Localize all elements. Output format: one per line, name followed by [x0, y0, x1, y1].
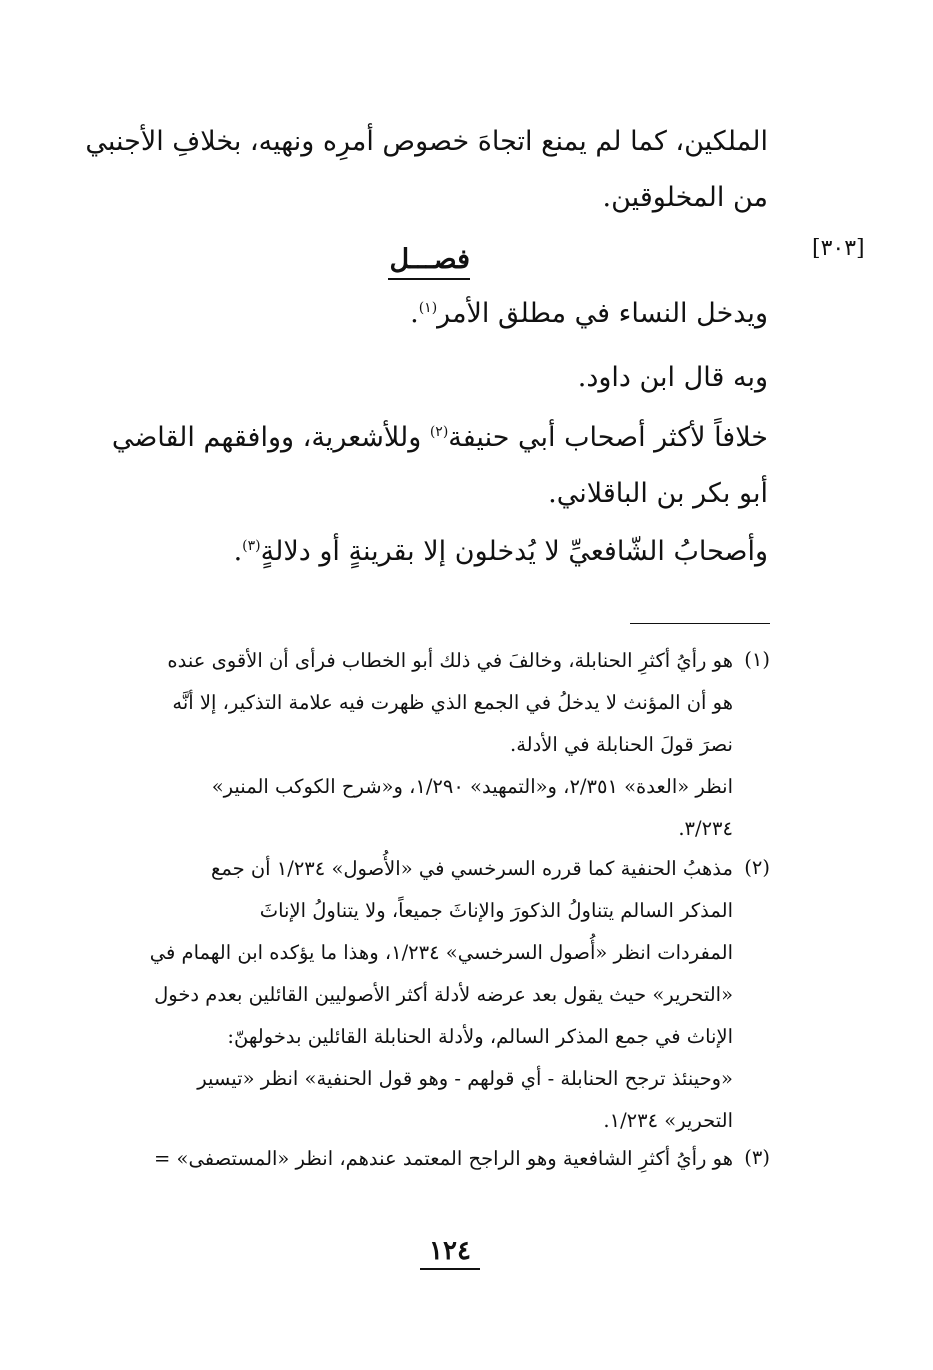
footnote-1-line: ٣/٢٣٤.: [678, 817, 733, 840]
paragraph-3-text-a: خلافاً لأكثر أصحاب أبي حنيفة: [448, 422, 768, 453]
paragraph-3-line-2: أبو بكر بن الباقلاني.: [548, 478, 768, 509]
section-heading: فصـــل: [389, 244, 470, 275]
page-number-underline: [420, 1268, 480, 1270]
paragraph-3-line-1: [88, 422, 768, 453]
footnote-1-number: (١): [744, 648, 770, 671]
footnote-2-line: المذكر السالم يتناولُ الذكورَ والإناثَ جميعاً، ولا يتناولُ الإناثَ: [259, 899, 733, 922]
footnote-ref-2: (٢): [429, 424, 449, 440]
footnote-3-line: هو رأيُ أكثرِ الشافعية وهو الراجح المعتمد عندهم، انظر «المستصفى» =: [154, 1147, 733, 1170]
intro-line-1: الملكين، كما لم يمنع اتجاهَ خصوص أمرِه ونهيه، بخلافِ الأجنبي: [85, 126, 768, 157]
footnote-1-line: نصرَ قولَ الحنابلة في الأدلة.: [510, 733, 733, 756]
paragraph-4-end: .: [233, 536, 243, 567]
paragraph-4-text: وأصحابُ الشّافعيِّ لا يُدخلون إلا بقرينةٍ أو دلالةٍ: [260, 536, 768, 567]
intro-line-2: من المخلوقين.: [602, 182, 768, 213]
footnote-1-line: هو أن المؤنث لا يدخلُ في الجمع الذي ظهرت فيه علامة التذكير، إلا أنَّه: [172, 691, 733, 714]
paragraph-4: [88, 536, 768, 567]
margin-page-reference: [٣٠٣]: [812, 236, 865, 261]
footnote-separator: [630, 623, 770, 624]
page-number: ١٢٤: [429, 1236, 471, 1266]
paragraph-3-text-b: وللأشعرية، ووافقهم القاضي: [111, 422, 430, 453]
footnote-ref-1: (١): [418, 300, 438, 316]
footnote-2-line: «التحرير» حيث يقول بعد عرضه لأدلة أكثر الأصوليين القائلين بعدم دخول: [154, 983, 733, 1006]
footnote-2-number: (٢): [744, 856, 770, 879]
footnote-2-line: «وحينئذ ترجح الحنابلة - أي قولهم - وهو قول الحنفية» انظر «تيسير: [197, 1067, 733, 1090]
footnote-ref-3: (٣): [242, 538, 261, 554]
footnote-3: [93, 1138, 733, 1180]
footnote-1-line: هو رأيُ أكثرِ الحنابلة، وخالفَ في ذلك أبو الخطاب فرأى أن الأقوى عنده: [167, 649, 733, 672]
paragraph-1: [88, 298, 768, 329]
paragraph-2: وبه قال ابن داود.: [577, 362, 768, 393]
footnote-2-line: مذهبُ الحنفية كما قرره السرخسي في «الأُصول» ١/٢٣٤ أن جمع: [210, 857, 733, 880]
footnote-2-line: المفردات انظر «أُصول السرخسي» ١/٢٣٤، وهذا ما يؤكده ابن الهمام في: [149, 941, 733, 964]
footnote-1-line: انظر «العدة» ٢/٣٥١، و«التمهيد» ١/٢٩٠، و«شرح الكوكب المنير»: [211, 775, 733, 798]
footnote-2-line: التحرير» ١/٢٣٤.: [603, 1109, 733, 1132]
footnote-2: [93, 848, 733, 1142]
footnote-2-line: الإناث في جمع المذكر السالم، ولأدلة الحنابلة القائلين بدخولهنّ:: [227, 1025, 733, 1048]
heading-underline: [388, 278, 470, 280]
footnote-3-number: (٣): [744, 1146, 770, 1169]
footnote-1: [93, 640, 733, 850]
paragraph-1-end: .: [410, 298, 419, 329]
paragraph-1-text: ويدخل النساء في مطلق الأمر: [437, 298, 768, 329]
